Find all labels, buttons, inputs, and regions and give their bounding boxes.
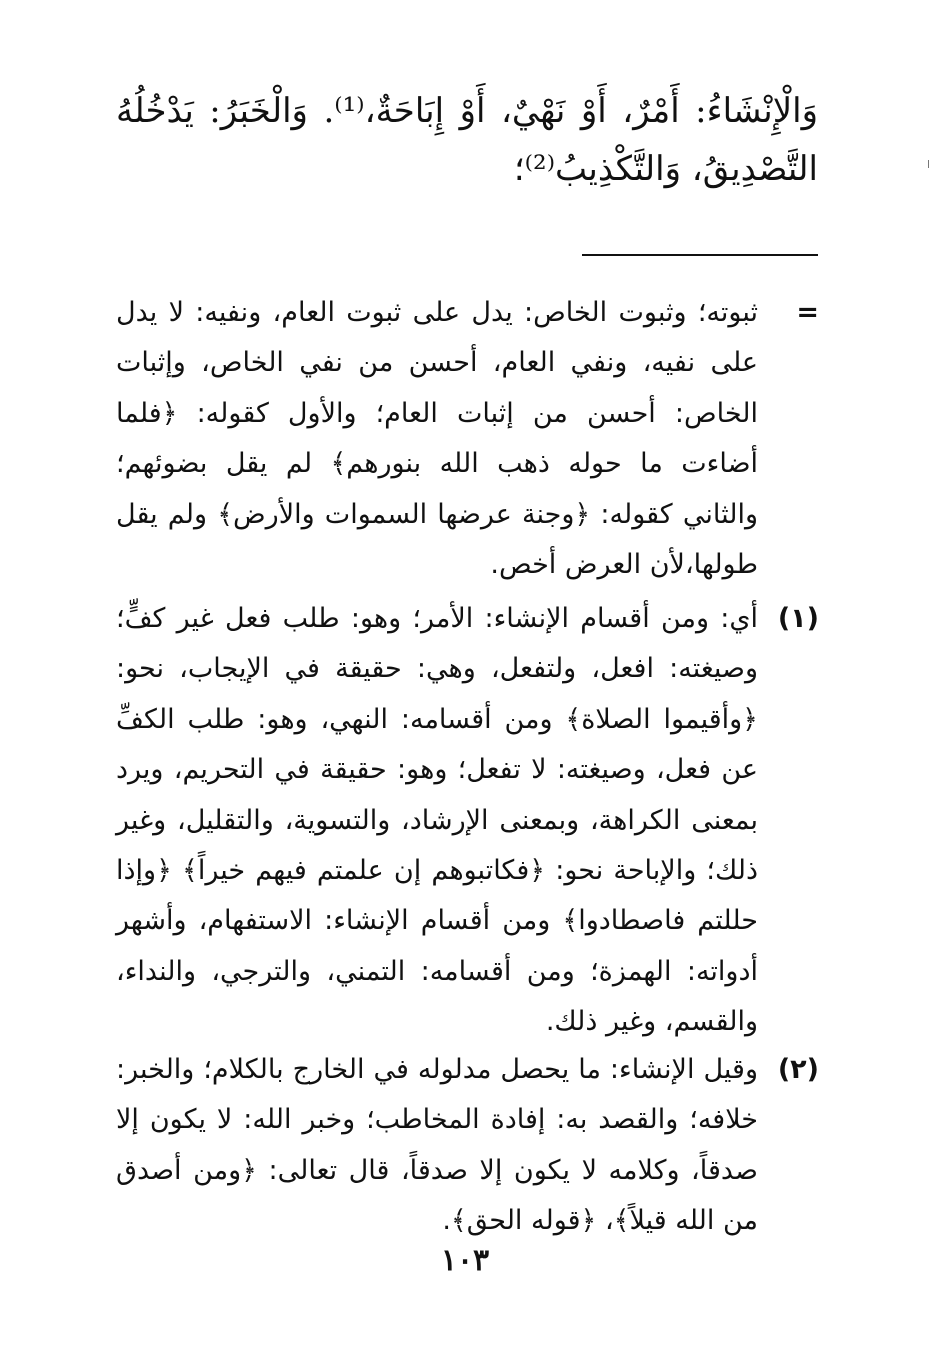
footnote-continuation xyxy=(116,288,818,590)
footnote-text: أي: ومن أقسام الإنشاء: الأمر؛ وهو: طلب فعل غير كفٍّ؛ وصيغته: افعل، ولتفعل، وهي: حقيقة في الإيجاب، نحو: ﴿وأقيموا الصلاة﴾ ومن أقسامه: النهي، وهو: طلب الكفِّ عن فعل، وصيغته: لا تفعل؛ وهو: حقيقة في التحريم، ويرد بمعنى الكراهة، وبمعنى الإرشاد، والتسوية، والتقليل، وغير ذلك؛ والإباحة نحو: ﴿فكاتبوهم إن علمتم فيهم خيراً﴾ ﴿وإذا حللتم فاصطادوا﴾ ومن أقسام الإنشاء: الاستفهام، وأشهر أدواته: الهمزة؛ ومن أقسامه: التمني، والترجي، والنداء، والقسم، وغير ذلك. xyxy=(116,603,758,1038)
footnote-text: وقيل الإنشاء: ما يحصل مدلوله في الخارج بالكلام؛ والخبر: خلافه؛ والقصد به: إفادة المخاطب؛ وخبر الله: لا يكون إلا صدقاً، وكلامه لا يكون إلا صدقاً، قال تعالى: ﴿ومن أصدق من الله قيلاً﴾، ﴿قوله الحق﴾. xyxy=(116,1054,758,1237)
footnote-1 xyxy=(116,594,818,1048)
footnote-marker: (١) xyxy=(777,603,819,634)
footnote-text: ثبوته؛ وثبوت الخاص: يدل على ثبوت العام، ونفيه: لا يدل على نفيه، ونفي العام، أحسن من نفي الخاص، وإثبات الخاص: أحسن من إثبات العام؛ والأول كقوله: ﴿فلما أضاءت ما حوله ذهب الله بنورهم﴾ لم يقل بضوئهم؛ والثاني كقوله: ﴿وجنة عرضها السموات والأرض﴾ ولم يقل طولها،لأن العرض أخص. xyxy=(116,297,758,581)
page-number: ١٠٣ xyxy=(440,1243,490,1278)
main-text: وَالْإِنْشَاءُ: أَمْرٌ، أَوْ نَهْيٌ، أَوْ إِبَاحَةٌ،⁽¹⁾. وَالْخَبَرُ: يَدْخُلُهُ التَّصْدِيقُ، وَالتَّكْذِيبُ⁽²⁾؛ xyxy=(116,91,818,189)
footnote-separator xyxy=(582,254,818,256)
footnote-marker: = xyxy=(796,297,819,328)
footnote-2 xyxy=(116,1045,818,1247)
margin-mark xyxy=(928,160,929,168)
footnote-marker: (٢) xyxy=(777,1054,819,1085)
